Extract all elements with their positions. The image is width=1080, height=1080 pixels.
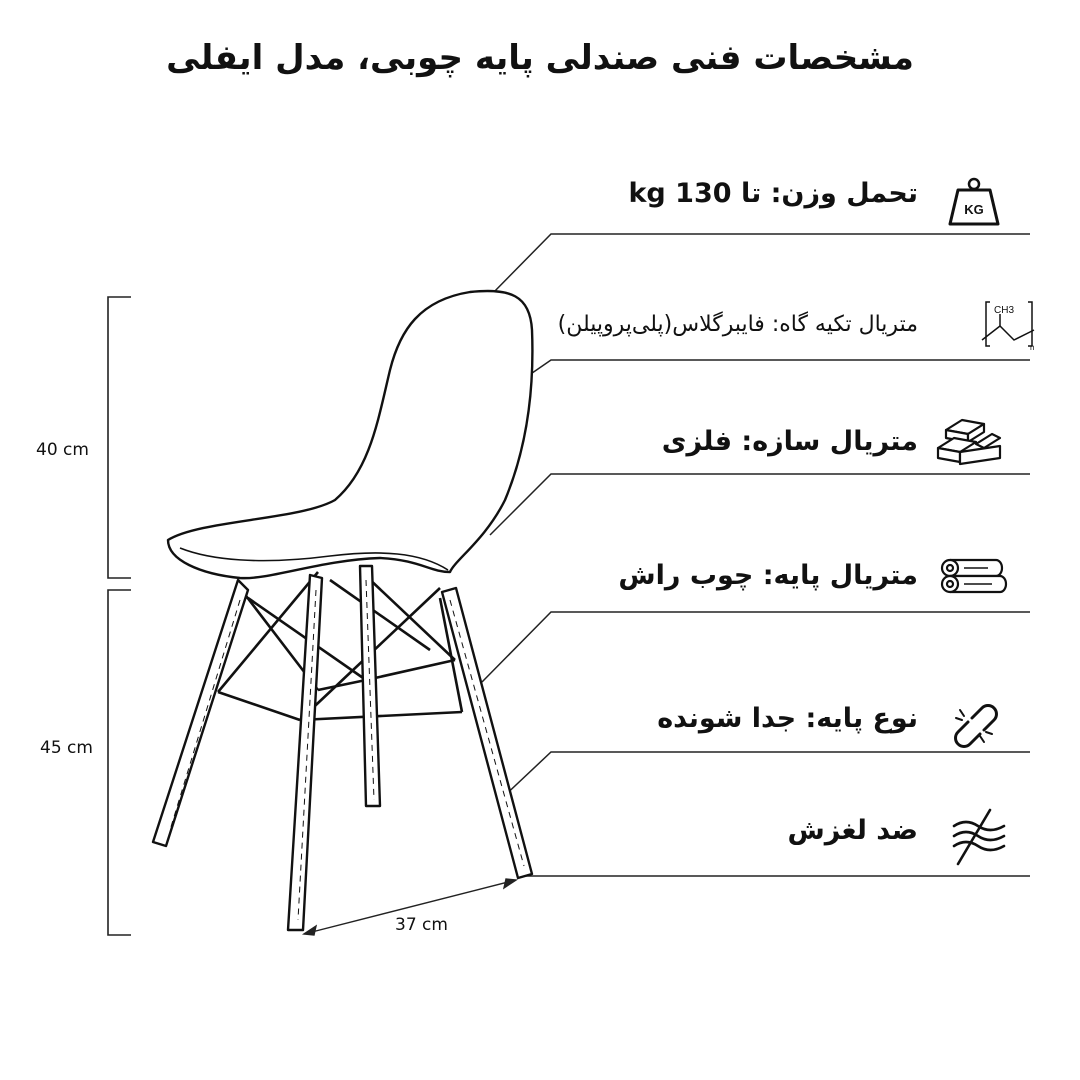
- wood-logs-icon: [942, 560, 1006, 592]
- metal-bars-icon: [938, 420, 1000, 464]
- chair-wooden-legs: [153, 566, 532, 930]
- spec-leg-material: متریال پایه: چوب راش: [618, 560, 918, 591]
- spec-leg-type: نوع پایه: جدا شونده: [657, 703, 918, 734]
- polypropylene-icon: [982, 302, 1034, 352]
- chair-seat: [168, 291, 532, 578]
- leg-back-center: [360, 566, 380, 806]
- polypropylene-icon-n: n: [1030, 343, 1035, 352]
- dimension-backrest-height: 40 cm: [36, 440, 89, 460]
- dimension-bracket-legs: [108, 590, 131, 935]
- detachable-link-icon: [956, 706, 997, 747]
- leader-leg-type: [500, 752, 1030, 800]
- chair-metal-frame: [218, 572, 462, 720]
- polypropylene-icon-label: CH3: [994, 305, 1015, 316]
- anti-slip-icon: [954, 810, 1004, 864]
- leader-lines: [482, 234, 1030, 876]
- dimension-bracket-backrest: [108, 297, 131, 578]
- dimension-leg-spread: 37 cm: [395, 915, 448, 935]
- spec-weight-capacity: تحمل وزن: تا 130 kg: [628, 178, 918, 209]
- weight-kg-icon-label: KG: [964, 202, 984, 217]
- weight-kg-icon: [950, 179, 998, 224]
- dimension-arrow-spread: [304, 879, 516, 935]
- page-title: مشخصات فنی صندلی پایه چوبی، مدل ایفلی: [166, 38, 914, 78]
- leader-frame: [490, 474, 1030, 535]
- leader-weight: [490, 234, 1030, 296]
- leg-front-left: [153, 580, 248, 846]
- leg-front-right: [442, 588, 532, 878]
- spec-anti-slip: ضد لغزش: [787, 815, 918, 846]
- leader-backrest: [522, 360, 1030, 380]
- dimension-leg-height: 45 cm: [40, 738, 93, 758]
- spec-frame-material: متریال سازه: فلزی: [661, 426, 918, 457]
- leader-legs: [482, 612, 1030, 682]
- spec-backrest-material: متریال تکیه گاه: فایبرگلاس(پلی‌پروپیلن): [557, 312, 918, 337]
